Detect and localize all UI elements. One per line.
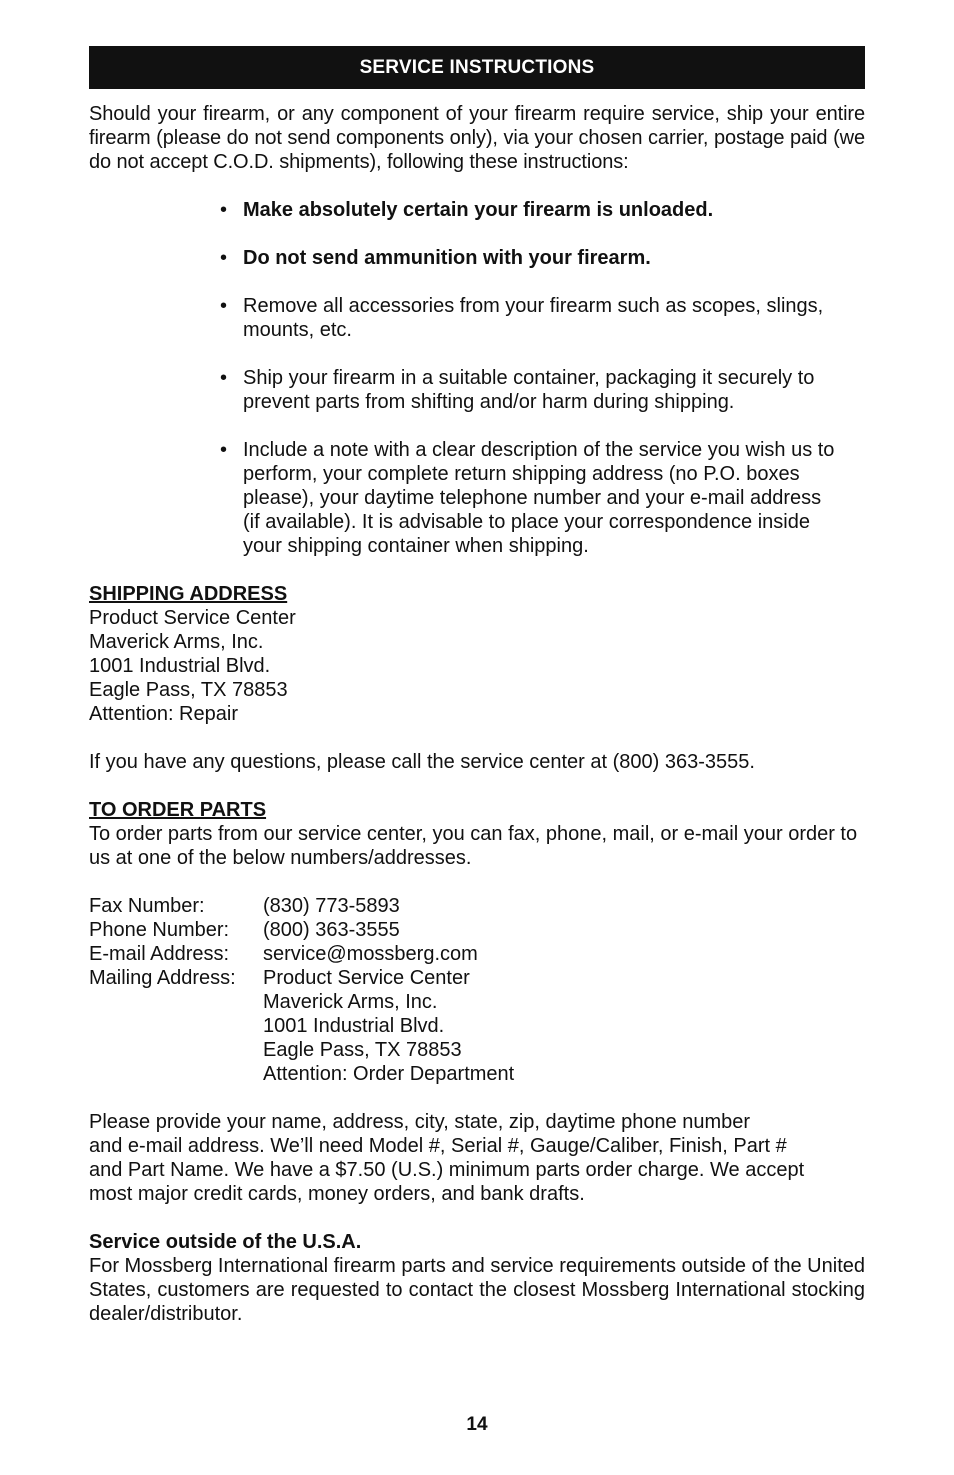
list-item [220, 438, 843, 558]
section-title-bar [89, 46, 865, 89]
order-details-line: and e-mail address. We’ll need Model #, Serial #, Gauge/Caliber, Finish, Part # [89, 1135, 787, 1157]
fax-label: Fax Number: [89, 895, 205, 917]
list-item-text: Do not send ammunition with your firearm. [243, 247, 651, 269]
phone-label: Phone Number: [89, 919, 230, 941]
order-details-paragraph [89, 1110, 865, 1206]
address-line: Attention: Repair [89, 703, 238, 725]
shipping-address-section [89, 582, 865, 726]
email-label: E-mail Address: [89, 943, 230, 965]
order-details-line: and Part Name. We have a $7.50 (U.S.) minimum parts order charge. We accept [89, 1159, 805, 1181]
outside-usa-section [89, 1230, 865, 1326]
outside-usa-heading: Service outside of the U.S.A. [89, 1231, 362, 1253]
list-item-text: Make absolutely certain your firearm is unloaded. [243, 199, 714, 221]
list-item [220, 246, 843, 270]
shipping-address-heading: SHIPPING ADDRESS [89, 583, 288, 605]
order-details-line: most major credit cards, money orders, and bank drafts. [89, 1183, 585, 1205]
bullet-icon: • [220, 199, 228, 221]
page-number: 14 [466, 1414, 488, 1435]
list-item [220, 294, 843, 342]
address-line: Product Service Center [89, 607, 296, 629]
list-item-text: Remove all accessories from your firearm such as scopes, slings, mounts, etc. [243, 295, 824, 341]
order-parts-intro: To order parts from our service center, you can fax, phone, mail, or e-mail your order to us at one of the below numbers/addresses. [89, 823, 858, 869]
mailing-line: Maverick Arms, Inc. [263, 991, 438, 1013]
bullet-icon: • [220, 295, 228, 317]
address-line: 1001 Industrial Blvd. [89, 655, 271, 677]
list-item-text: Ship your firearm in a suitable container, packaging it securely to prevent parts from shifting and/or harm during shipping. [243, 367, 815, 413]
order-parts-heading: TO ORDER PARTS [89, 799, 267, 821]
section-title: SERVICE INSTRUCTIONS [359, 56, 595, 78]
order-parts-section [89, 798, 865, 1206]
contact-table [89, 894, 865, 1086]
questions-text: If you have any questions, please call the service center at (800) 363-3555. [89, 751, 755, 773]
mailing-value [263, 966, 865, 1086]
mailing-line: 1001 Industrial Blvd. [263, 1015, 445, 1037]
phone-value: (800) 363-3555 [263, 919, 400, 941]
order-details-line: Please provide your name, address, city, state, zip, daytime phone number [89, 1111, 751, 1133]
document-page [89, 46, 865, 1326]
bullet-icon: • [220, 439, 228, 461]
address-line: Eagle Pass, TX 78853 [89, 679, 288, 701]
email-value: service@mossberg.com [263, 943, 478, 965]
fax-value: (830) 773-5893 [263, 895, 400, 917]
mailing-line: Product Service Center [263, 967, 470, 989]
list-item [220, 366, 843, 414]
mailing-label: Mailing Address: [89, 967, 236, 989]
list-item [220, 198, 843, 222]
outside-usa-text: For Mossberg International firearm parts and service requirements outside of the United States, customers are requested to contact the closest Mossberg International stocking dealer/distributor. [89, 1255, 865, 1325]
mailing-line: Eagle Pass, TX 78853 [263, 1039, 462, 1061]
instruction-list [89, 198, 865, 558]
bullet-icon: • [220, 367, 228, 389]
mailing-line: Attention: Order Department [263, 1063, 515, 1085]
list-item-text: Include a note with a clear description of the service you wish us to perform, your complete return shipping address (no P.O. boxes please), your daytime telephone number and your e-mail address (if available). It is advisable to place your correspondence inside your shipping container when shipping. [243, 439, 835, 557]
address-line: Maverick Arms, Inc. [89, 631, 264, 653]
bullet-icon: • [220, 247, 228, 269]
intro-paragraph: Should your firearm, or any component of your firearm require service, ship your entire firearm (please do not send components only), via your chosen carrier, postage paid (we do not accept C.O.D. shipments), following these instructions: [89, 103, 865, 173]
